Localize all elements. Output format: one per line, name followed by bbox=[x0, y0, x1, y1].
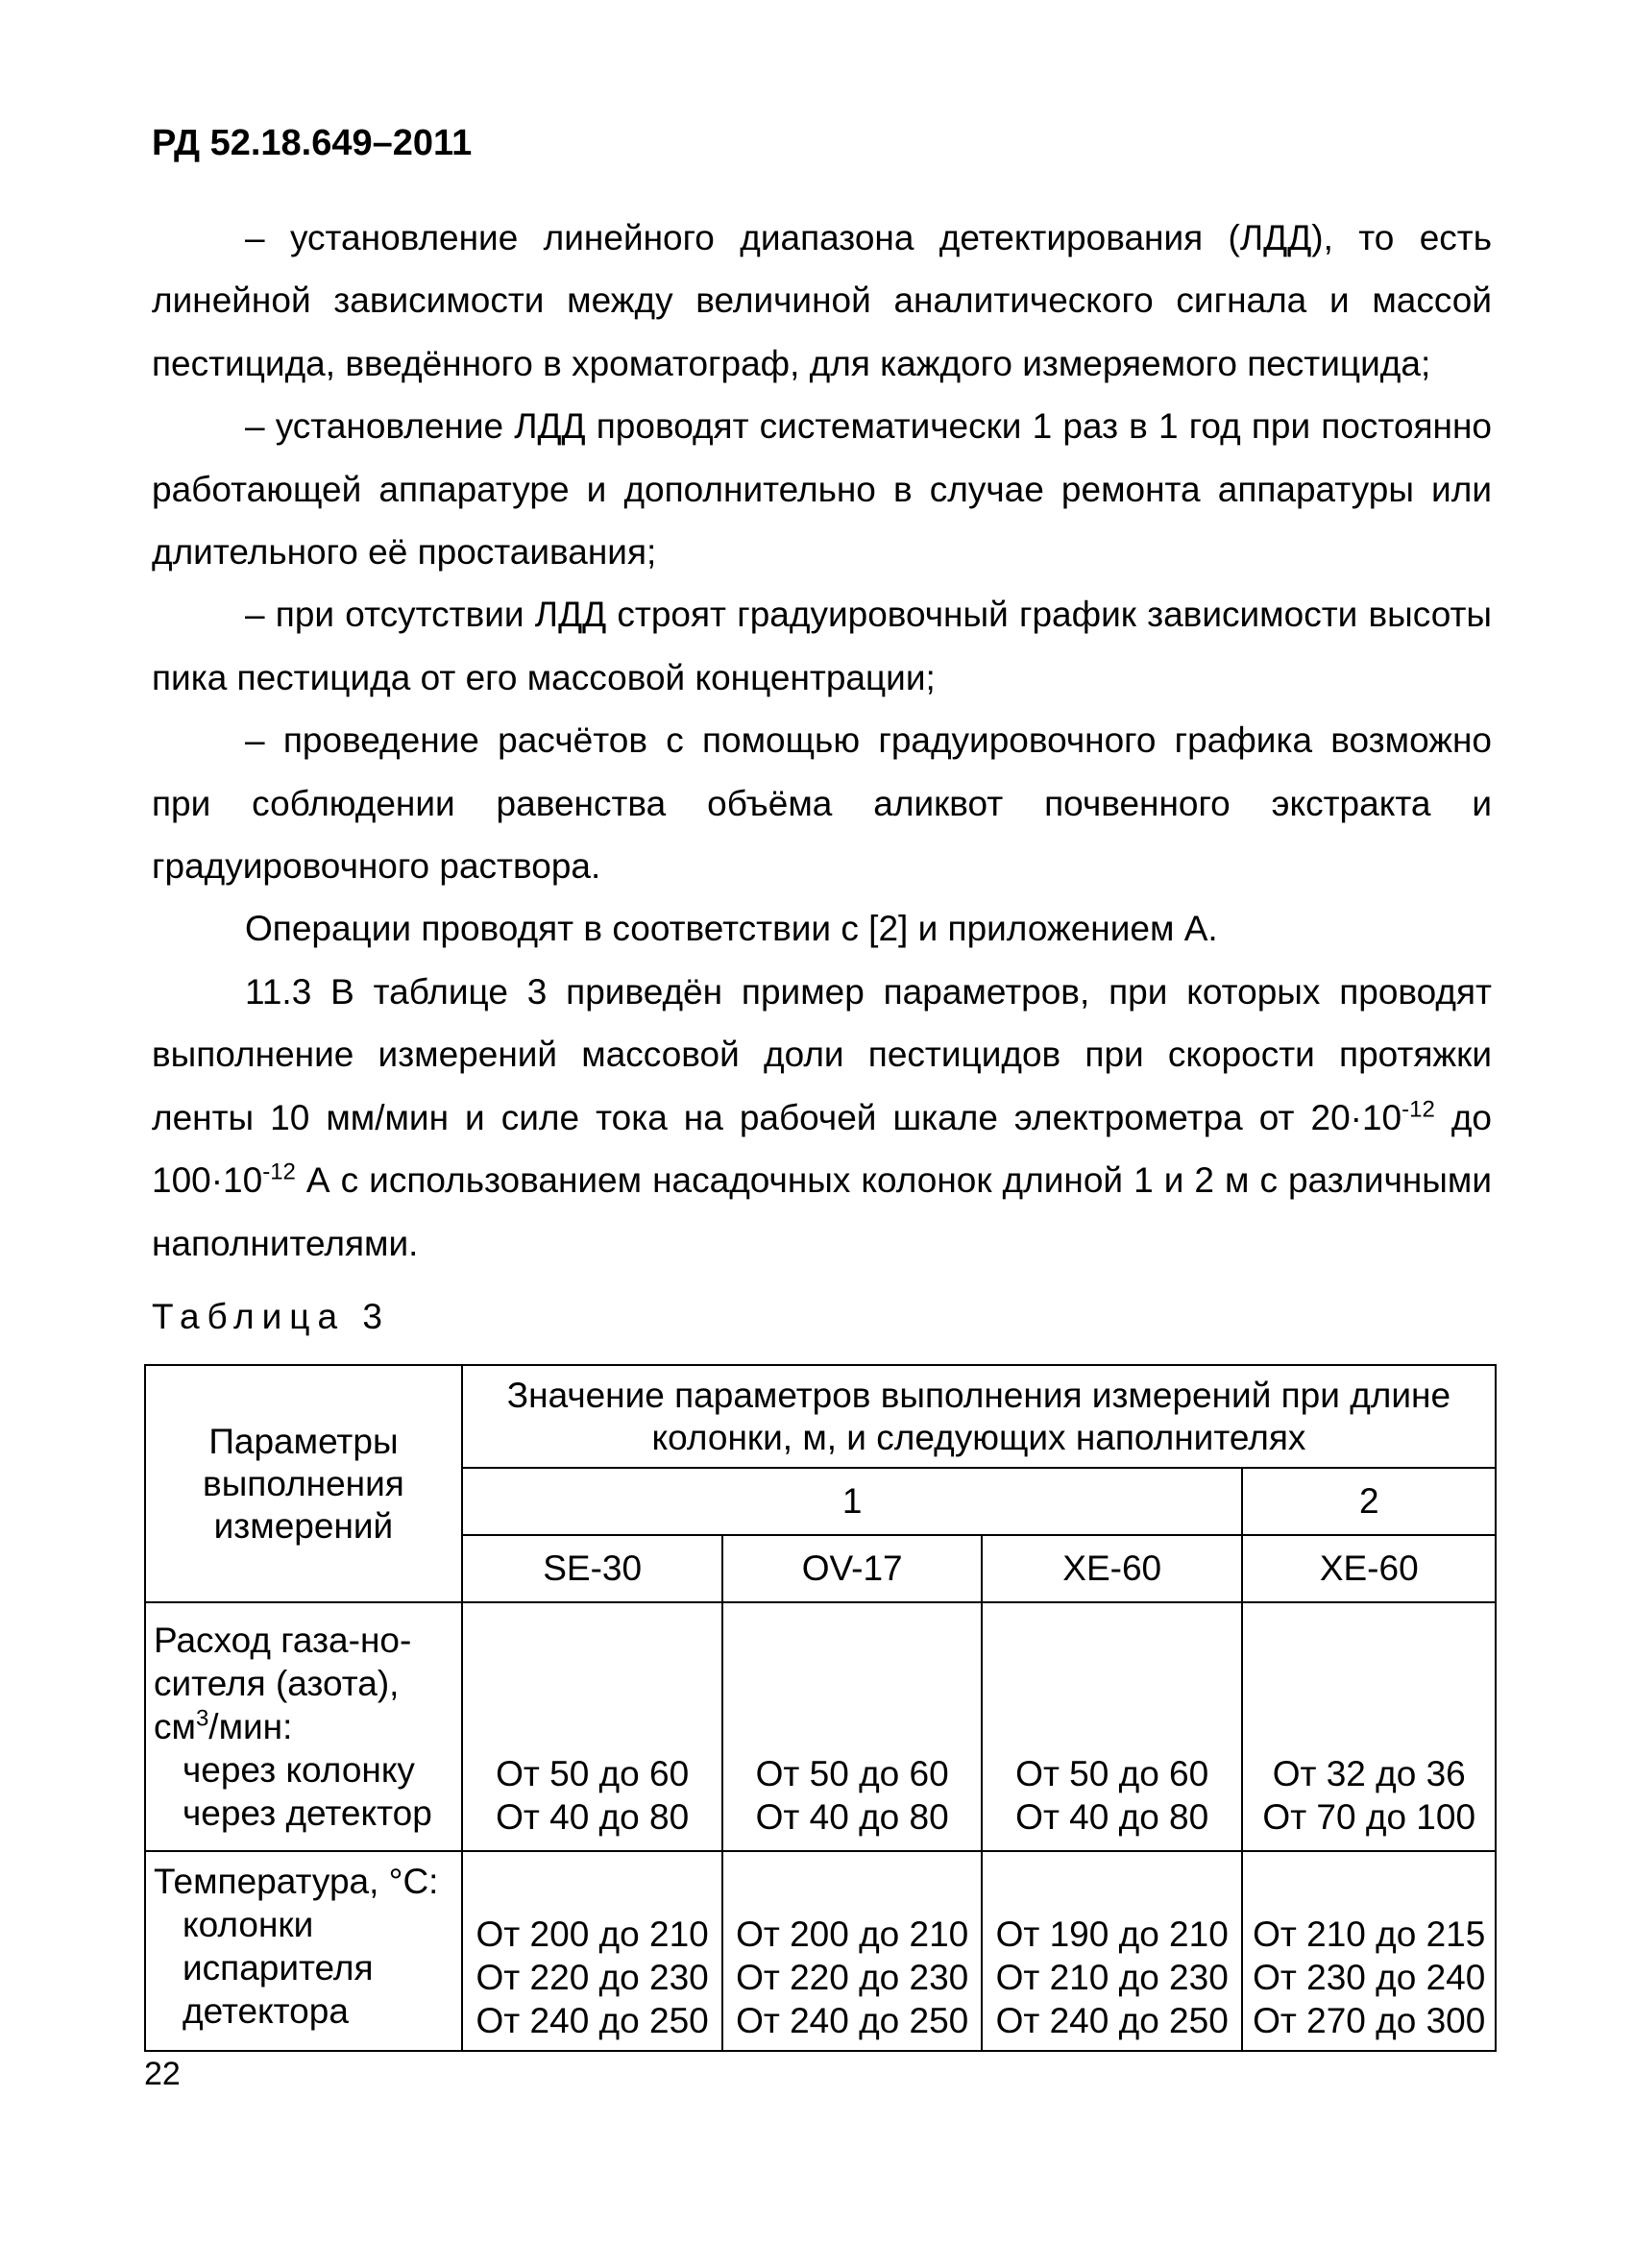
text-segment: до 100·10 bbox=[152, 1097, 1492, 1201]
cell-value: От 190 до 210 bbox=[995, 1914, 1229, 1954]
row-label-line: сителя (азота), bbox=[154, 1664, 400, 1703]
column-length-1: 1 bbox=[462, 1468, 1243, 1535]
cell-value: От 220 до 230 bbox=[736, 1958, 969, 1997]
row-sublabel: испарителя bbox=[183, 1948, 374, 1988]
cell-value: От 40 до 80 bbox=[755, 1797, 949, 1837]
cell-value: От 40 до 80 bbox=[496, 1797, 690, 1837]
row-sublabel: через колонку bbox=[183, 1750, 415, 1790]
row-label-line: Температура, °C: bbox=[154, 1862, 439, 1901]
cell-value: От 210 до 230 bbox=[995, 1958, 1229, 1997]
cell-value: От 70 до 100 bbox=[1262, 1797, 1476, 1837]
table-row bbox=[145, 1602, 1496, 1851]
paragraph: – установление ЛДД проводят систематически 1 раз в 1 год при постоянно работающей аппаратуре и дополнительно в случае ремонта аппаратуры или длительного её простаивания; bbox=[152, 406, 1492, 573]
table-cell bbox=[462, 1851, 723, 2051]
paragraph: – установление линейного диапазона детектирования (ЛДД), то есть линейной зависимости между величиной аналитического сигнала и массой пестицида, введённого в хроматограф, для каждого измеряемого пестицида; bbox=[152, 218, 1492, 383]
table-header-params: Параметры выполнения измерений bbox=[145, 1365, 462, 1602]
table-row bbox=[145, 1851, 1496, 2051]
cell-value: От 210 до 215 bbox=[1253, 1914, 1486, 1954]
cell-value: От 240 до 250 bbox=[736, 2001, 969, 2040]
cell-value: От 230 до 240 bbox=[1253, 1958, 1486, 1997]
page-number: 22 bbox=[144, 2056, 181, 2092]
filler-header: XE-60 bbox=[982, 1535, 1243, 1602]
cell-value: От 240 до 250 bbox=[475, 2001, 709, 2040]
paragraph: – при отсутствии ЛДД строят градуировочный график зависимости высоты пика пестицида от его массовой концентрации; bbox=[152, 595, 1492, 697]
unit-text: /мин: bbox=[208, 1707, 293, 1746]
table-caption: Таблица 3 bbox=[152, 1297, 390, 1336]
column-length-2: 2 bbox=[1242, 1468, 1496, 1535]
filler-header: OV-17 bbox=[722, 1535, 982, 1602]
table-cell bbox=[1242, 1851, 1496, 2051]
exponent: -12 bbox=[1401, 1096, 1435, 1123]
row-label-temperature bbox=[145, 1851, 462, 2051]
unit-exponent: 3 bbox=[195, 1705, 209, 1732]
cell-value: От 220 до 230 bbox=[475, 1958, 709, 1997]
table-cell bbox=[982, 1602, 1243, 1851]
row-label-line: Расход газа-но- bbox=[154, 1621, 412, 1660]
row-sublabel: детектора bbox=[183, 1991, 349, 2031]
unit-text: см bbox=[154, 1707, 196, 1746]
cell-value: От 240 до 250 bbox=[995, 2001, 1229, 2040]
table-cell bbox=[722, 1851, 982, 2051]
paragraph: – проведение расчётов с помощью градуировочного графика возможно при соблюдении равенства объёма аликвот почвенного экстракта и градуировочного раствора. bbox=[152, 720, 1492, 887]
text-segment: 11.3 В таблице 3 приведён пример параметров, при которых проводят выполнение измерений массовой доли пестицидов при скорости протяжки ленты 10 мм/мин и силе тока на рабочей шкале электрометра от 20·10 bbox=[152, 971, 1492, 1137]
cell-value: От 40 до 80 bbox=[1015, 1797, 1209, 1837]
cell-value: От 50 до 60 bbox=[1015, 1754, 1209, 1793]
table-header-values: Значение параметров выполнения измерений при длине колонки, м, и следующих наполнителях bbox=[462, 1365, 1496, 1468]
exponent: -12 bbox=[262, 1158, 296, 1185]
table-cell bbox=[1242, 1602, 1496, 1851]
row-label-gas-flow bbox=[145, 1602, 462, 1851]
cell-value: От 200 до 210 bbox=[475, 1914, 709, 1954]
filler-header: XE-60 bbox=[1242, 1535, 1496, 1602]
cell-value: От 32 до 36 bbox=[1272, 1754, 1466, 1793]
text-segment: А с использованием насадочных колонок длиной 1 и 2 м с различными наполнителями. bbox=[152, 1160, 1492, 1263]
cell-value: От 50 до 60 bbox=[755, 1754, 949, 1793]
table-cell bbox=[722, 1602, 982, 1851]
parameters-table bbox=[144, 1364, 1497, 2052]
table-cell bbox=[462, 1602, 723, 1851]
row-label-line bbox=[154, 1705, 461, 1748]
row-sublabel: через детектор bbox=[183, 1793, 432, 1833]
body-text bbox=[152, 207, 1492, 1275]
cell-value: От 50 до 60 bbox=[496, 1754, 690, 1793]
table-cell bbox=[982, 1851, 1243, 2051]
document-code: РД 52.18.649–2011 bbox=[152, 123, 473, 163]
cell-value: От 200 до 210 bbox=[736, 1914, 969, 1954]
cell-value: От 270 до 300 bbox=[1253, 2001, 1486, 2040]
filler-header: SE-30 bbox=[462, 1535, 723, 1602]
paragraph-11-3 bbox=[152, 961, 1492, 1275]
paragraph: Операции проводят в соответствии с [2] и приложением А. bbox=[245, 909, 1218, 949]
row-sublabel: колонки bbox=[183, 1905, 314, 1944]
